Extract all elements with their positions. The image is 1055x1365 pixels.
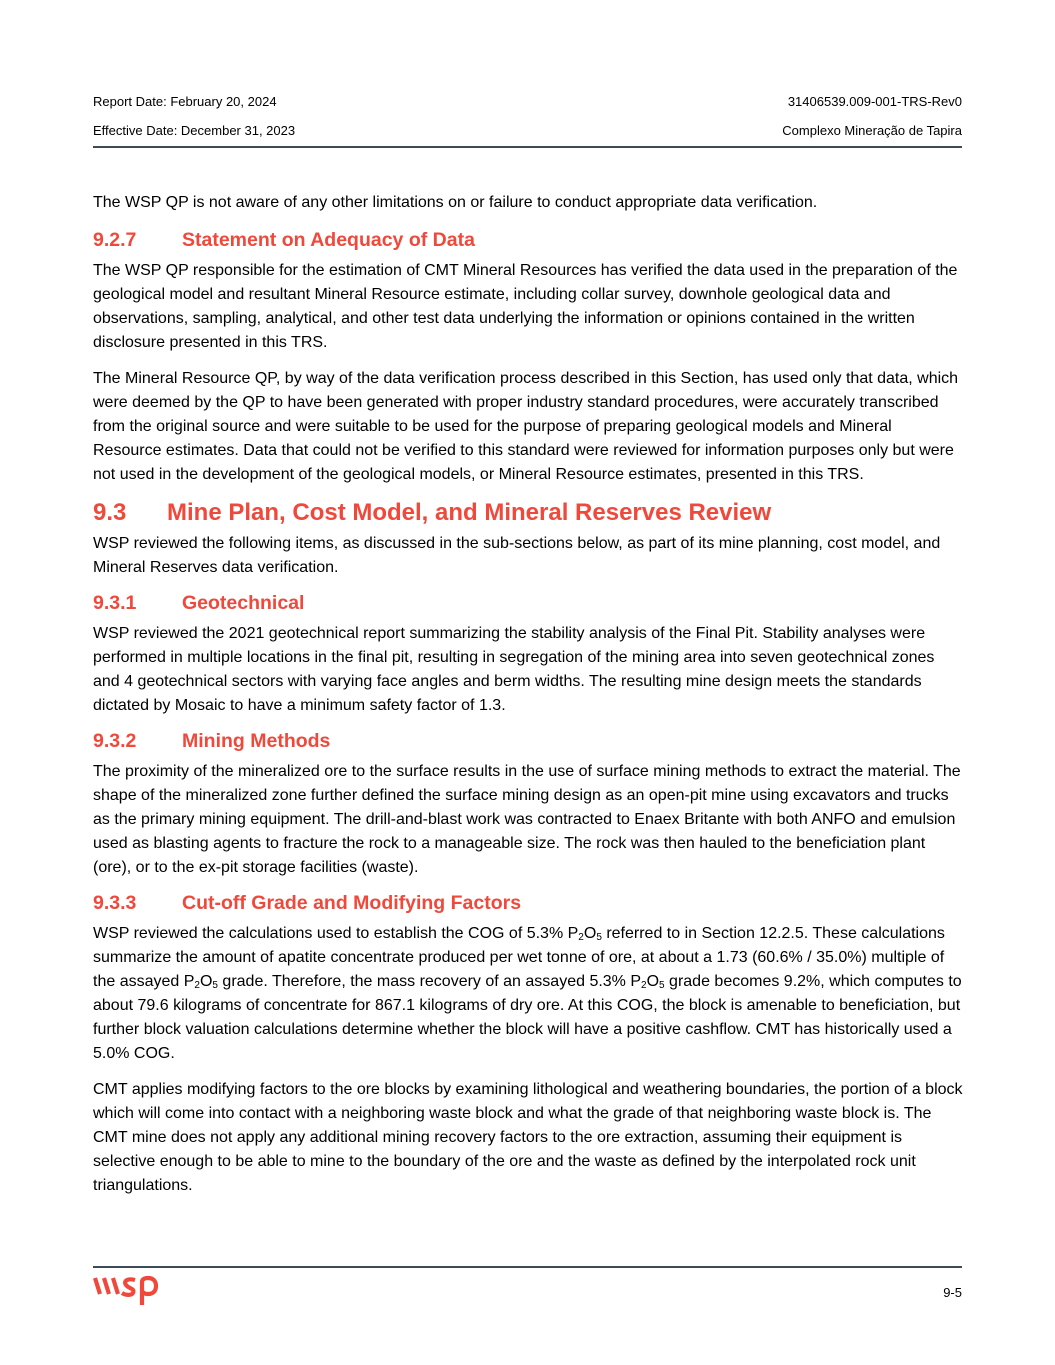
- project-name: Complexo Mineração de Tapira: [782, 123, 962, 138]
- doc-number: 31406539.009-001-TRS-Rev0: [787, 94, 962, 109]
- paragraph: The WSP QP responsible for the estimation of CMT Mineral Resources has verified the data used in the preparation of the geological model and resultant Mineral Resource estimate, including collar survey, downhole geological data and observations, sampling, analytical, and other test data underlying the information or opinions contained in the written disclosure presented in this TRS.: [93, 262, 958, 351]
- heading-title: Mining Methods: [182, 730, 331, 752]
- footer-divider: [93, 1266, 962, 1268]
- subscript: 5: [659, 980, 665, 991]
- heading-number: 9.3.3: [93, 892, 137, 914]
- page-number: 9-5: [943, 1285, 962, 1300]
- heading-9-3-3: [93, 890, 963, 916]
- heading-title: Cut-off Grade and Modifying Factors: [182, 892, 522, 914]
- report-date: Report Date: February 20, 2024: [93, 94, 277, 109]
- heading-title: Geotechnical: [182, 592, 305, 614]
- heading-9-3: [93, 498, 963, 528]
- paragraph: WSP reviewed the 2021 geotechnical report summarizing the stability analysis of the Final Pit. Stability analyses were performed in multiple locations in the final pit, resulting in segregation of the mining area into seven geotechnical zones and 4 geotechnical sectors with varying face angles and berm widths. The resulting mine design meets the standards dictated by Mosaic to have a minimum safety factor of 1.3.: [93, 625, 935, 714]
- paragraph: WSP reviewed the following items, as discussed in the sub-sections below, as part of its mine planning, cost model, and Mineral Reserves data verification.: [93, 535, 941, 576]
- subscript: 5: [596, 932, 602, 943]
- intro-paragraph: The WSP QP is not aware of any other limitations on or failure to conduct appropriate data verification.: [93, 194, 818, 211]
- text-run: O: [199, 973, 213, 990]
- heading-9-2-7: [93, 227, 963, 253]
- heading-number: 9.3.2: [93, 730, 137, 752]
- subscript: 2: [194, 980, 200, 991]
- wsp-logo: [93, 1274, 159, 1308]
- text-run: O: [583, 925, 597, 942]
- heading-9-3-2: [93, 728, 963, 754]
- body-content: [93, 191, 963, 1198]
- text-run: referred to in Section 12.2.5. These calculations summarize the amount of apatite concentrate produced per wet tonne of ore, at about a 1.73 (60.6% / 35.0%) multiple of the assayed P: [93, 925, 945, 990]
- heading-9-3-1: [93, 590, 963, 616]
- heading-title: Statement on Adequacy of Data: [182, 229, 475, 251]
- paragraph: The Mineral Resource QP, by way of the data verification process described in this Section, has used only that data, which were deemed by the QP to have been generated with proper industry standard procedures, were accurately transcribed from the original source and were suitable to be used for the purpose of preparing geological models and Mineral Resource estimates. Data that could not be verified to this standard were reviewed for information purposes only but were not used in the development of the geological models, or Mineral Resource estimates, presented in this TRS.: [93, 370, 959, 483]
- heading-number: 9.3: [93, 499, 127, 526]
- subscript: 2: [641, 980, 647, 991]
- text-run: grade becomes 9.2%, which computes to about 79.6 kilograms of concentrate for 867.1 kilograms of dry ore. At this COG, the block is amenable to beneficiation, but further block valuation calculations determine whether the block will have a positive cashflow. CMT has historically used a 5.0% COG.: [93, 973, 962, 1062]
- text-run: O: [646, 973, 660, 990]
- subscript: 5: [212, 980, 218, 991]
- paragraph: The proximity of the mineralized ore to the surface results in the use of surface mining methods to extract the material. The shape of the mineralized zone further defined the surface mining design as an open-pit mine using excavators and trucks as the primary mining equipment. The drill-and-blast work was contracted to Enaex Britante with both ANFO and emulsion used as blasting agents to fracture the rock to a manageable size. The rock was then hauled to the beneficiation plant (ore), or to the ex-pit storage facilities (waste).: [93, 763, 961, 876]
- paragraph: CMT applies modifying factors to the ore blocks by examining lithological and weathering boundaries, the portion of a block which will come into contact with a neighboring waste block and what the grade of that neighboring waste block is. The CMT mine does not apply any additional mining recovery factors to the ore extraction, assuming their equipment is selective enough to be able to mine to the boundary of the ore and the waste as defined by the interpolated rock unit triangulations.: [93, 1081, 963, 1194]
- text-run: WSP reviewed the calculations used to establish the COG of 5.3% P: [93, 925, 579, 942]
- paragraph-cog: [93, 922, 963, 1066]
- heading-title: Mine Plan, Cost Model, and Mineral Reserves Review: [167, 499, 772, 526]
- effective-date: Effective Date: December 31, 2023: [93, 123, 296, 138]
- subscript: 2: [578, 932, 584, 943]
- heading-number: 9.3.1: [93, 592, 137, 614]
- text-run: grade. Therefore, the mass recovery of an assayed 5.3% P: [217, 973, 642, 990]
- header-divider: [93, 146, 962, 148]
- heading-number: 9.2.7: [93, 229, 137, 251]
